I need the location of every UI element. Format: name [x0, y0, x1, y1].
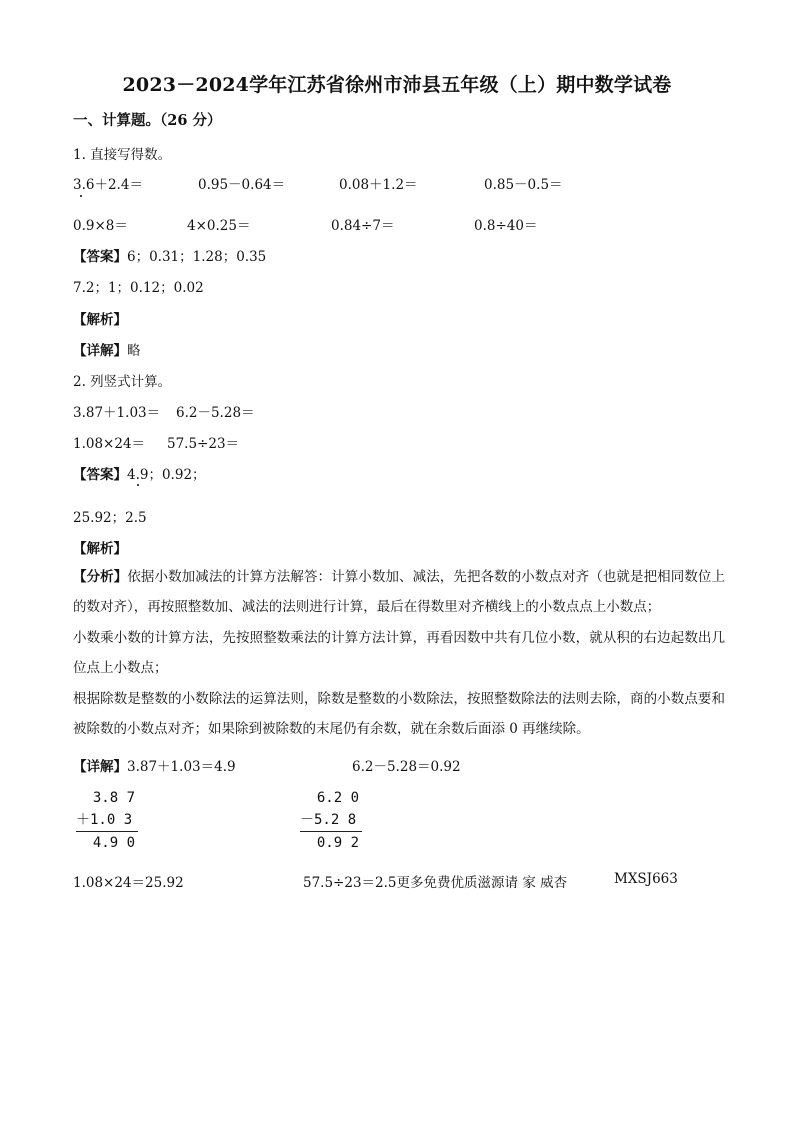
detail-eq-1: 3.87＋1.03＝4.9 — [127, 759, 236, 775]
watermark-text: 更多免费优质滋源请 家 威杏 — [396, 875, 568, 891]
doc-code: MXSJ663 — [614, 871, 678, 887]
detail-eq-3: 1.08×24＝25.92 — [73, 875, 184, 891]
vertical-row: 4.9 0 — [76, 835, 136, 851]
q1-answer — [73, 245, 266, 265]
q1-item-3: 0.08＋1.2＝ — [339, 177, 418, 193]
scan-speck — [137, 484, 139, 486]
page-title: 2023－2024学年江苏省徐州市沛县五年级（上）期中数学试卷 — [122, 74, 672, 96]
q2-detail — [73, 755, 236, 775]
vertical-row: －5.2 8 — [300, 812, 357, 828]
q1-detail — [73, 339, 141, 359]
scan-speck — [80, 195, 82, 197]
q1-item-7: 0.84÷7＝ — [331, 218, 395, 234]
q2-item-2: 6.2－5.28＝ — [176, 405, 255, 421]
analysis-paragraph-1 — [73, 562, 725, 622]
detail-tag: 【详解】 — [73, 343, 127, 359]
analysis-paragraph-3: 根据除数是整数的小数除法的运算法则，除数是整数的小数除法，按照整数除法的法则去除，商的小数点要和被除数的小数点对齐；如果除到被除数的末尾仍有余数，就在余数后面添 0 再继续除。 — [73, 691, 725, 737]
analysis-paragraph-2: 小数乘小数的计算方法，先按照整数乘法的计算方法计算，再看因数中共有几位小数，就从积的右边起数出几位点上小数点； — [73, 630, 725, 676]
q2-answer — [73, 463, 206, 483]
q2-item-4: 57.5÷23＝ — [167, 436, 240, 452]
question-1-stem: 1. 直接写得数。 — [73, 147, 172, 163]
vertical-calc-subtraction — [300, 787, 362, 854]
q1-analysis-tag: 【解析】 — [73, 312, 127, 328]
vertical-calc-addition — [76, 787, 138, 854]
q2-item-3: 1.08×24＝ — [73, 436, 146, 452]
detail-eq-4 — [303, 871, 567, 891]
q2-analysis-tag: 【解析】 — [73, 541, 127, 557]
section-heading: 一、计算题。（26 分） — [73, 112, 222, 129]
answer-text: 4.9；0.92； — [127, 467, 206, 483]
q2-answer-line2: 25.92；2.5 — [73, 510, 147, 526]
detail-text: 略 — [127, 343, 141, 359]
fenxi-tag: 【分析】 — [73, 569, 128, 585]
question-2-stem: 2. 列竖式计算。 — [73, 374, 172, 390]
answer-tag: 【答案】 — [73, 467, 127, 483]
eq4-text: 57.5÷23＝2.5 — [303, 875, 397, 891]
q1-answer-line2: 7.2；1；0.12；0.02 — [73, 280, 204, 296]
detail-eq-2: 6.2－5.28＝0.92 — [352, 759, 461, 775]
q1-item-2: 0.95－0.64＝ — [198, 177, 286, 193]
q1-item-5: 0.9×8＝ — [73, 218, 128, 234]
fenxi-text-1: 依据小数加减法的计算方法解答：计算小数加、减法，先把各数的小数点对齐（也就是把相同数位上的数对齐），再按照整数加、减法的法则进行计算，最后在得数里对齐横线上的小数点点上小数点； — [73, 569, 726, 615]
vertical-row: 6.2 0 — [300, 790, 360, 806]
q1-item-4: 0.85－0.5＝ — [484, 177, 563, 193]
q1-item-6: 4×0.25＝ — [187, 218, 251, 234]
vertical-row: 0.9 2 — [300, 835, 360, 851]
vertical-row: ＋1.0 3 — [76, 812, 133, 828]
q2-item-1: 3.87＋1.03＝ — [73, 405, 161, 421]
answer-tag: 【答案】 — [73, 249, 127, 265]
q1-item-1: 3.6＋2.4＝ — [73, 177, 143, 193]
vertical-row: 3.8 7 — [76, 790, 136, 806]
answer-text: 6；0.31；1.28；0.35 — [127, 249, 267, 265]
q1-item-8: 0.8÷40＝ — [474, 218, 538, 234]
detail-tag: 【详解】 — [73, 759, 127, 775]
